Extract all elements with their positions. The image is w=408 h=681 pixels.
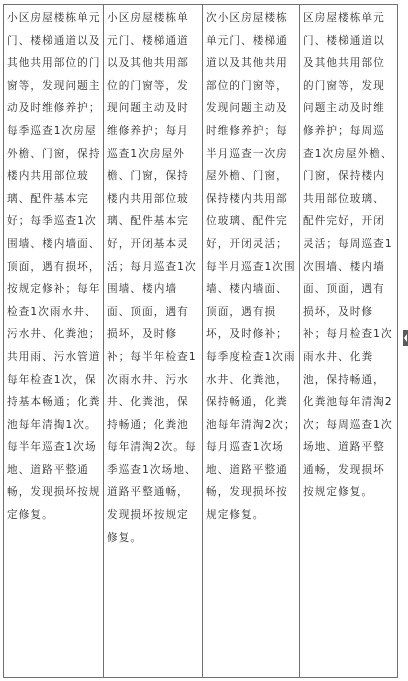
table-cell-level-3: 次小区房屋楼栋单元门、楼梯通道以及其他共用部位的门窗等，发现问题主动及时维修养护；每半月巡查一次房屋外檐、门窗，保持楼内共用部位玻璃、配件完好，开闭灵活；每半月巡查1次围墙、楼内墙面、顶面，遇有损坏，及时修补；每季度检查1次雨水井、化粪池，保持畅通，化粪池每年清淘2次；每月巡查1次场地、道路平整通畅，发现损坏按规定修复。 [203,5,300,678]
maintenance-standards-table [3,4,398,678]
table-cell-level-2: 小区房屋楼栋单元门、楼梯通道以及其他共用部位的门窗等，发现问题主动及时维修养护；每月巡查1次房屋外檐、门窗，保持楼内共用部位玻璃、配件基本完好，开闭基本灵活；每月巡查1次围墙、楼内墙面、顶面，遇有损坏，及时修补；每半年检查1次雨水井、污水井、化粪池，保持畅通；化粪池每年清淘2次。每季巡查1次场地、道路平整通畅，发现损坏按规定修复。 [104,5,203,678]
table-row [4,5,398,678]
table-cell-level-4: 区房屋楼栋单元门、楼梯通道以及其他共用部位的门窗等，发现问题主动及时维修养护；每周巡查1次房屋外檐、门窗，保持楼内共用部位玻璃、配件完好，开闭灵活；每周巡查1次围墙、楼内墙面、顶面，遇有损坏，及时修补；每月检查1次雨水井、化粪池，保持畅通，化粪池每年清淘2次；每周巡查1次场地、道路平整通畅，发现损坏按规定修复。 [300,5,398,678]
chevron-left-icon [404,334,407,342]
table-cell-level-1: 小区房屋楼栋单元门、楼梯通道以及其他共用部位的门窗等，发现问题主动及时维修养护；每季巡查1次房屋外檐、门窗，保持楼内共用部位玻璃、配件基本完好；每季巡查1次围墙、楼内墙面、顶面，遇有损坏，按规定修补；每年检查1次雨水井、污水井、化粪池；共用雨、污水管道每年检查1次，保持基本畅通；化粪池每年清掏1次。每半年巡查1次场地、道路平整通畅，发现损坏按规定修复。 [4,5,104,678]
collapse-handle-icon[interactable] [403,330,408,346]
